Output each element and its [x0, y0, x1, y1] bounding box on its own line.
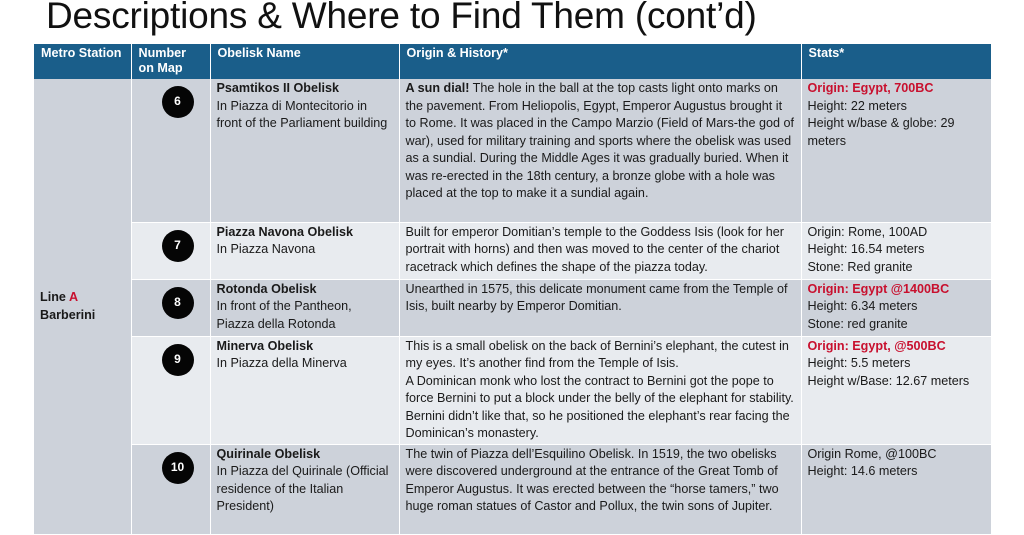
history-text: This is a small obelisk on the back of Bernini’s elephant, the cutest in my eyes. It’s another find from the Temple of Isis.	[405, 338, 789, 370]
history-cell: The twin of Piazza dell’Esquilino Obelisk. In 1519, the two obelisks were discovered underground at the entrance of the Great Tomb of Emperor Augustus. It was erected between the “horse tamers,” two huge roman statues of Castor and Pollux, the twin sons of Jupiter.	[399, 444, 801, 534]
history-text: The hole in the ball at the top casts light onto marks on the pavement. From Heliopolis, Egypt, Emperor Augustus brought it to Rome. It was placed in the Campo Marzio (Field of Mars-the god of war), used for military training and sports where the obelisk was used as a sundial. During the Middle Ages it was gradually buried. When it was re-erected in the 18th century, a bronze globe with a hole was placed at the top to make it a sundial again.	[405, 81, 794, 200]
map-number-badge: 8	[162, 287, 194, 319]
stats-line: Origin: Rome, 100AD	[807, 224, 928, 239]
stats-line: Stone: Red granite	[807, 259, 913, 274]
stats-line: Origin Rome, @100BC	[807, 446, 937, 461]
map-number-badge: 10	[162, 452, 194, 484]
table-row	[34, 79, 991, 222]
map-number-cell	[131, 279, 210, 336]
header-number-on-map: Number on Map	[131, 44, 210, 79]
obelisk-name-cell	[210, 279, 399, 336]
map-number-cell	[131, 79, 210, 222]
obelisk-location: In Piazza della Minerva	[216, 356, 347, 370]
stats-origin: Origin: Egypt @1400BC	[807, 281, 950, 296]
map-number-badge: 6	[162, 86, 194, 118]
obelisk-name-cell	[210, 222, 399, 279]
table-row	[34, 444, 991, 534]
stats-cell	[801, 336, 991, 444]
map-number-badge: 9	[162, 344, 194, 376]
obelisk-name-cell	[210, 336, 399, 444]
stats-line: Height: 16.54 meters	[807, 242, 925, 256]
obelisk-name: Psamtikos II Obelisk	[216, 81, 339, 95]
stats-line: Height: 6.34 meters	[807, 299, 918, 313]
obelisk-location: In Piazza di Montecitorio in front of the Parliament building	[216, 98, 388, 130]
history-cell: Unearthed in 1575, this delicate monument came from the Temple of Isis, built nearby by Emperor Domitian.	[399, 279, 801, 336]
map-number-badge: 7	[162, 230, 194, 262]
slide-title: Descriptions & Where to Find Them (cont’d)	[46, 0, 757, 36]
history-cell: Built for emperor Domitian’s temple to the Goddess Isis (look for her portrait with horns) and then was moved to the center of the chariot racetrack which defines the shape of the piazza today.	[399, 222, 801, 279]
stats-line: Height w/Base: 12.67 meters	[807, 373, 970, 388]
map-number-cell	[131, 444, 210, 534]
station-stop-name: Barberini	[40, 307, 96, 322]
stats-line: Height: 22 meters	[807, 98, 907, 113]
stats-line: Height: 14.6 meters	[807, 464, 918, 478]
stats-origin: Origin: Egypt, @500BC	[807, 338, 946, 353]
history-lead: A sun dial!	[405, 81, 470, 95]
obelisk-name-cell	[210, 79, 399, 222]
stats-cell	[801, 444, 991, 534]
header-metro-station: Metro Station	[34, 44, 131, 79]
obelisk-location: In Piazza Navona	[216, 242, 316, 256]
header-origin-history: Origin & History*	[399, 44, 801, 79]
stats-cell	[801, 222, 991, 279]
metro-station-cell	[34, 79, 131, 534]
map-number-cell	[131, 222, 210, 279]
stats-line: Height: 5.5 meters	[807, 356, 911, 370]
obelisk-name-cell	[210, 444, 399, 534]
stats-line: Stone: red granite	[807, 316, 908, 331]
table-row	[34, 336, 991, 444]
history-cell	[399, 336, 801, 444]
station-line-prefix: Line	[40, 290, 66, 305]
obelisk-name: Piazza Navona Obelisk	[216, 224, 353, 239]
obelisk-name: Minerva Obelisk	[216, 338, 314, 353]
header-stats: Stats*	[801, 44, 991, 79]
station-line-letter: A	[68, 290, 79, 305]
stats-origin: Origin: Egypt, 700BC	[807, 81, 934, 95]
obelisk-name: Rotonda Obelisk	[216, 281, 317, 296]
obelisk-location: In front of the Pantheon, Piazza della Rotonda	[216, 299, 352, 331]
obelisk-name: Quirinale Obelisk	[216, 446, 321, 461]
table-header-row	[34, 44, 991, 79]
map-number-cell	[131, 336, 210, 444]
stats-cell	[801, 279, 991, 336]
table-row	[34, 279, 991, 336]
obelisk-location: In Piazza del Quirinale (Official residence of the Italian President)	[216, 464, 389, 513]
obelisk-table	[34, 44, 992, 535]
history-cell	[399, 79, 801, 222]
header-obelisk-name: Obelisk Name	[210, 44, 399, 79]
stats-cell	[801, 79, 991, 222]
table-row	[34, 222, 991, 279]
stats-line: Height w/base & globe: 29 meters	[807, 116, 955, 148]
history-text-2: A Dominican monk who lost the contract to Bernini got the pope to force Bernini to put a block under the belly of the elephant for stability. Bernini didn’t like that, so he positioned the elephant’s rear facing the Dominican’s monastery.	[405, 373, 794, 440]
